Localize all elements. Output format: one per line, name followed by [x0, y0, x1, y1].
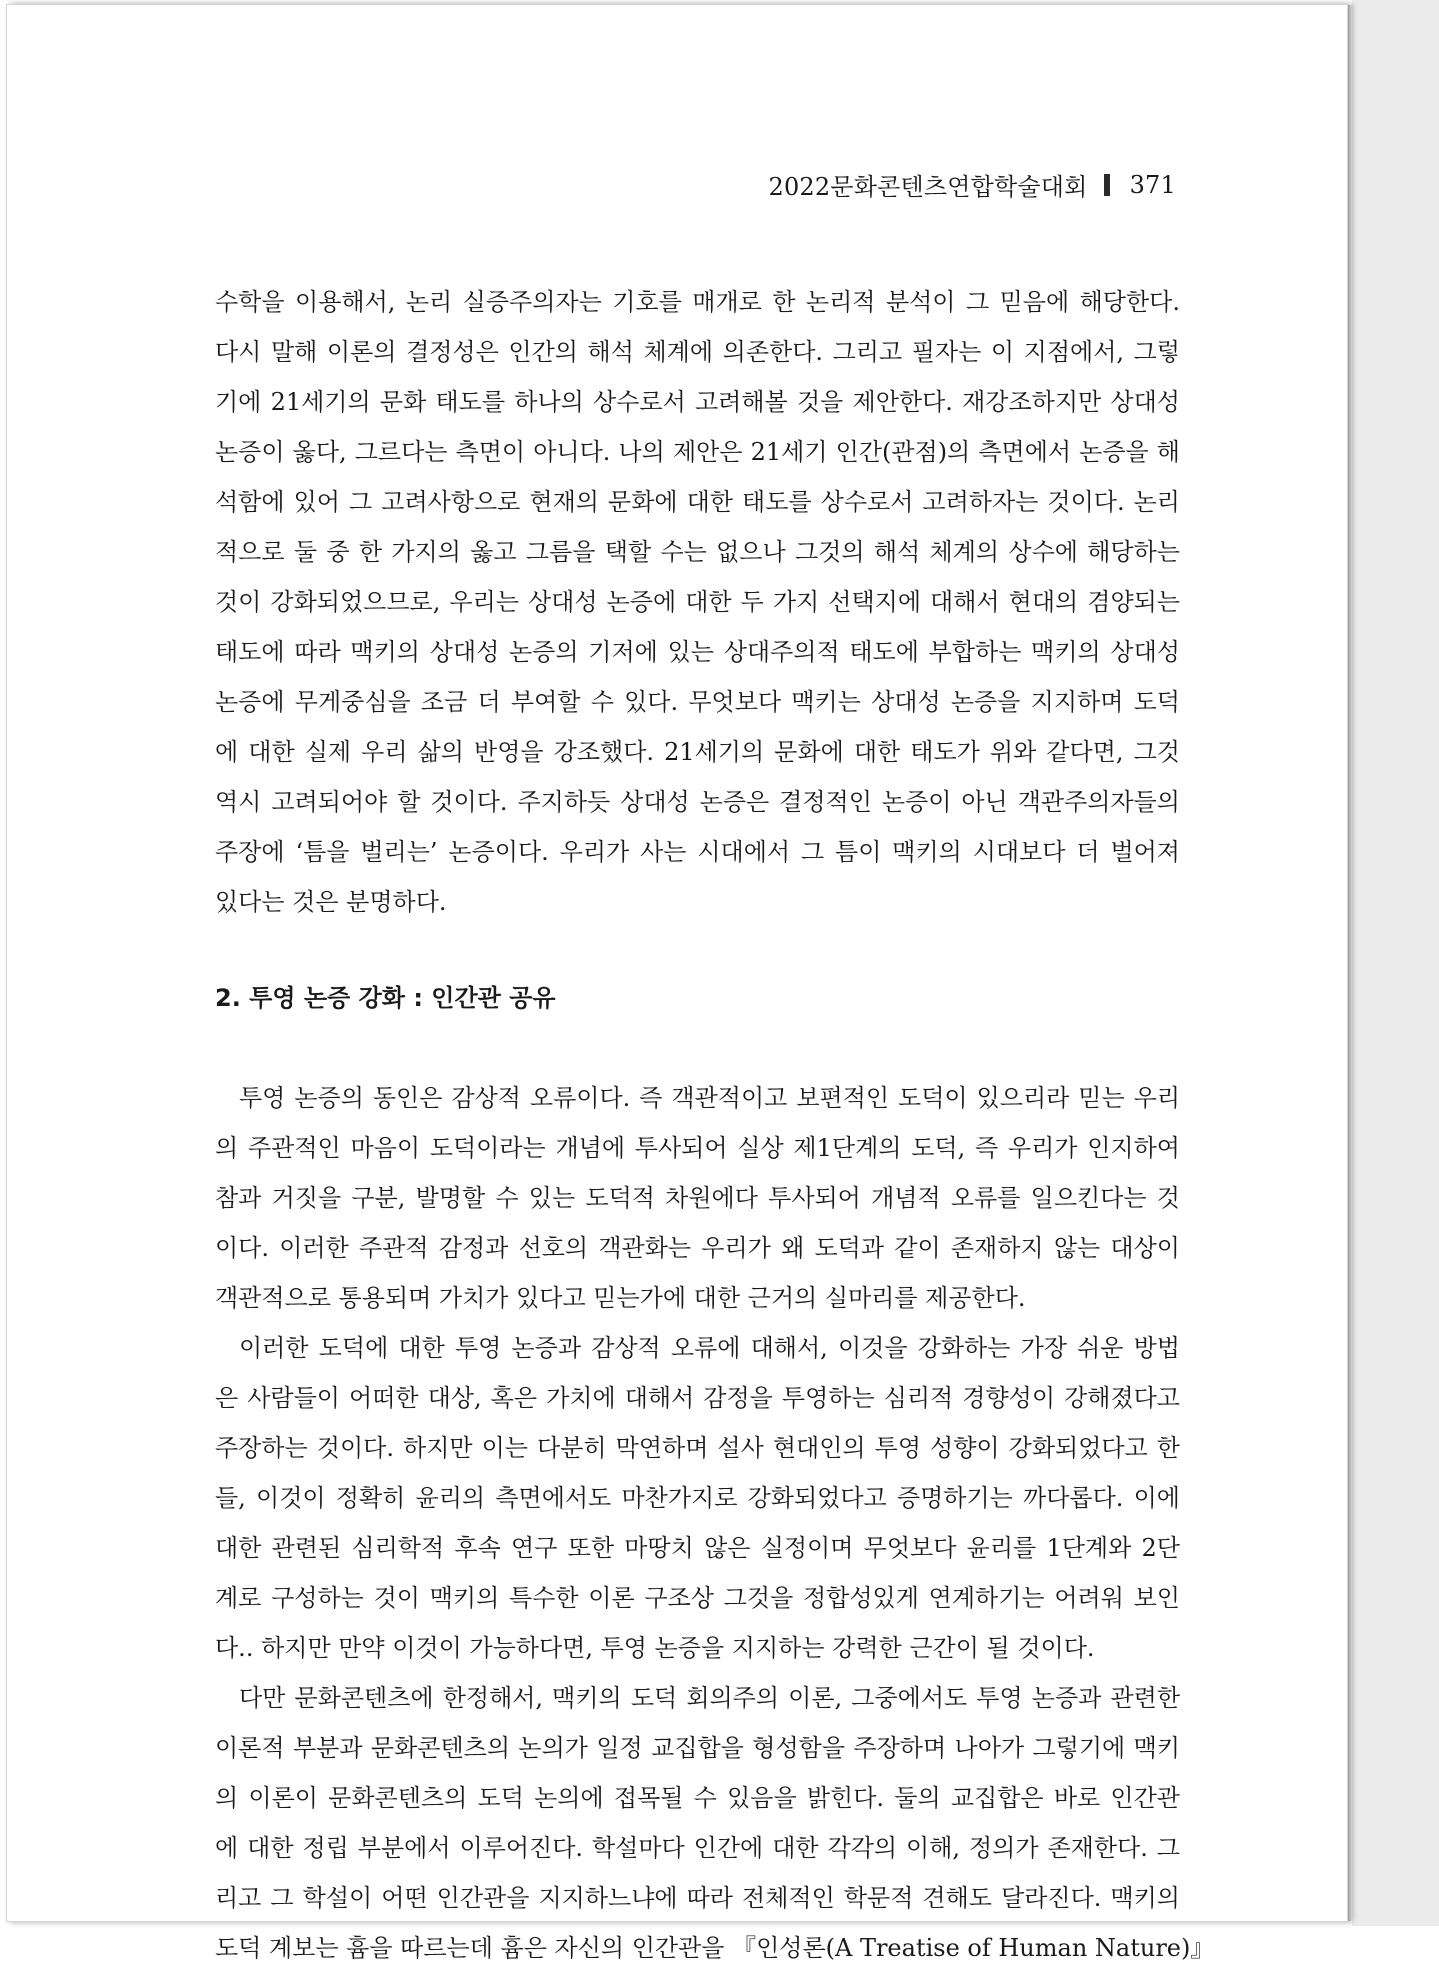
text-line: 의 이론이 문화콘텐츠의 도덕 논의에 접목될 수 있음을 밝힌다. 둘의 교집합은 바로 인간관 — [215, 1784, 1180, 1812]
page-number: 371 — [1129, 170, 1176, 199]
text-line: 리고 그 학설이 어떤 인간관을 지지하느냐에 따라 전체적인 학문적 견해도 달라진다. 맥키의 — [215, 1884, 1180, 1912]
text-line: 대한 관련된 심리학적 후속 연구 또한 마땅치 않은 실정이며 무엇보다 윤리를 1단계와 2단 — [215, 1534, 1180, 1562]
text-line: 것이 강화되었으므로, 우리는 상대성 논증에 대한 두 가지 선택지에 대해서 현대의 겸양되는 — [215, 588, 1180, 616]
text-line: 역시 고려되어야 할 것이다. 주지하듯 상대성 논증은 결정적인 논증이 아닌 객관주의자들의 — [215, 788, 1180, 816]
text-line: 다.. 하지만 만약 이것이 가능하다면, 투영 논증을 지지하는 강력한 근간이 될 것이다. — [215, 1634, 1095, 1662]
text-line: 논증이 옳다, 그르다는 측면이 아니다. 나의 제안은 21세기 인간(관점)의 측면에서 논증을 해 — [215, 438, 1180, 466]
header-separator — [1104, 174, 1110, 196]
text-line: 수학을 이용해서, 논리 실증주의자는 기호를 매개로 한 논리적 분석이 그 믿음에 해당한다. — [215, 288, 1180, 316]
text-line: 도덕 계보는 흄을 따르는데 흄은 자신의 인간관을 『인성론(A Treatise of Human Nature)』 — [215, 1934, 1215, 1962]
text-line: 들, 이것이 정확히 윤리의 측면에서도 마찬가지로 강화되었다고 증명하기는 까다롭다. 이에 — [215, 1484, 1180, 1512]
text-line: 다시 말해 이론의 결정성은 인간의 해석 체계에 의존한다. 그리고 필자는 이 지점에서, 그렇 — [215, 338, 1180, 366]
running-title: 2022문화콘텐츠연합학술대회 — [768, 173, 1088, 201]
section-heading: 2. 투영 논증 강화 : 인간관 공유 — [215, 984, 556, 1012]
text-line: 이론적 부분과 문화콘텐츠의 논의가 일정 교집합을 형성함을 주장하며 나아가 그렇기에 맥키 — [215, 1734, 1180, 1762]
body-text — [215, 277, 1215, 1973]
text-line: 이러한 도덕에 대한 투영 논증과 감상적 오류에 대해서, 이것을 강화하는 가장 쉬운 방법 — [239, 1334, 1180, 1362]
text-line: 이다. 이러한 주관적 감정과 선호의 객관화는 우리가 왜 도덕과 같이 존재하지 않는 대상이 — [215, 1234, 1180, 1262]
page-edge-shadow — [1348, 5, 1352, 1921]
text-line: 적으로 둘 중 한 가지의 옳고 그름을 택할 수는 없으나 그것의 해석 체계의 상수에 해당하는 — [215, 538, 1180, 566]
text-line: 투영 논증의 동인은 감상적 오류이다. 즉 객관적이고 보편적인 도덕이 있으리라 믿는 우리 — [239, 1084, 1180, 1112]
text-line: 참과 거짓을 구분, 발명할 수 있는 도덕적 차원에다 투사되어 개념적 오류를 일으킨다는 것 — [215, 1184, 1180, 1212]
text-line: 계로 구성하는 것이 맥키의 특수한 이론 구조상 그것을 정합성있게 연계하기는 어려워 보인 — [215, 1584, 1180, 1612]
document-page — [6, 4, 1348, 1962]
paragraph-2 — [215, 1073, 1180, 1323]
text-line: 객관적으로 통용되며 가치가 있다고 믿는가에 대한 근거의 실마리를 제공한다. — [215, 1284, 1026, 1312]
text-line: 있다는 것은 분명하다. — [215, 888, 447, 916]
text-line: 석함에 있어 그 고려사항으로 현재의 문화에 대한 태도를 상수로서 고려하자는 것이다. 논리 — [215, 488, 1180, 516]
text-line: 은 사람들이 어떠한 대상, 혹은 가치에 대해서 감정을 투영하는 심리적 경향성이 강해졌다고 — [215, 1384, 1180, 1412]
text-line: 주장에 ‘틈을 벌리는’ 논증이다. 우리가 사는 시대에서 그 틈이 맥키의 시대보다 더 벌어져 — [215, 838, 1180, 866]
paragraph-1 — [215, 277, 1180, 927]
text-line: 태도에 따라 맥키의 상대성 논증의 기저에 있는 상대주의적 태도에 부합하는 맥키의 상대성 — [215, 638, 1180, 666]
text-line: 논증에 무게중심을 조금 더 부여할 수 있다. 무엇보다 맥키는 상대성 논증을 지지하며 도덕 — [215, 688, 1180, 716]
text-line: 기에 21세기의 문화 태도를 하나의 상수로서 고려해볼 것을 제안한다. 재강조하지만 상대성 — [215, 388, 1180, 416]
paragraph-3 — [215, 1323, 1180, 1673]
running-header — [768, 167, 1176, 202]
viewer-scroll-area[interactable] — [1352, 0, 1439, 1926]
text-line: 에 대한 실제 우리 삶의 반영을 강조했다. 21세기의 문화에 대한 태도가 위와 같다면, 그것 — [215, 738, 1180, 766]
text-line: 에 대한 정립 부분에서 이루어진다. 학설마다 인간에 대한 각각의 이해, 정의가 존재한다. 그 — [215, 1834, 1180, 1862]
text-line: 다만 문화콘텐츠에 한정해서, 맥키의 도덕 회의주의 이론, 그중에서도 투영 논증과 관련한 — [239, 1684, 1180, 1712]
text-line: 의 주관적인 마음이 도덕이라는 개념에 투사되어 실상 제1단계의 도덕, 즉 우리가 인지하여 — [215, 1134, 1180, 1162]
paragraph-4 — [215, 1673, 1215, 1973]
text-line: 주장하는 것이다. 하지만 이는 다분히 막연하며 설사 현대인의 투영 성향이 강화되었다고 한 — [215, 1434, 1180, 1462]
